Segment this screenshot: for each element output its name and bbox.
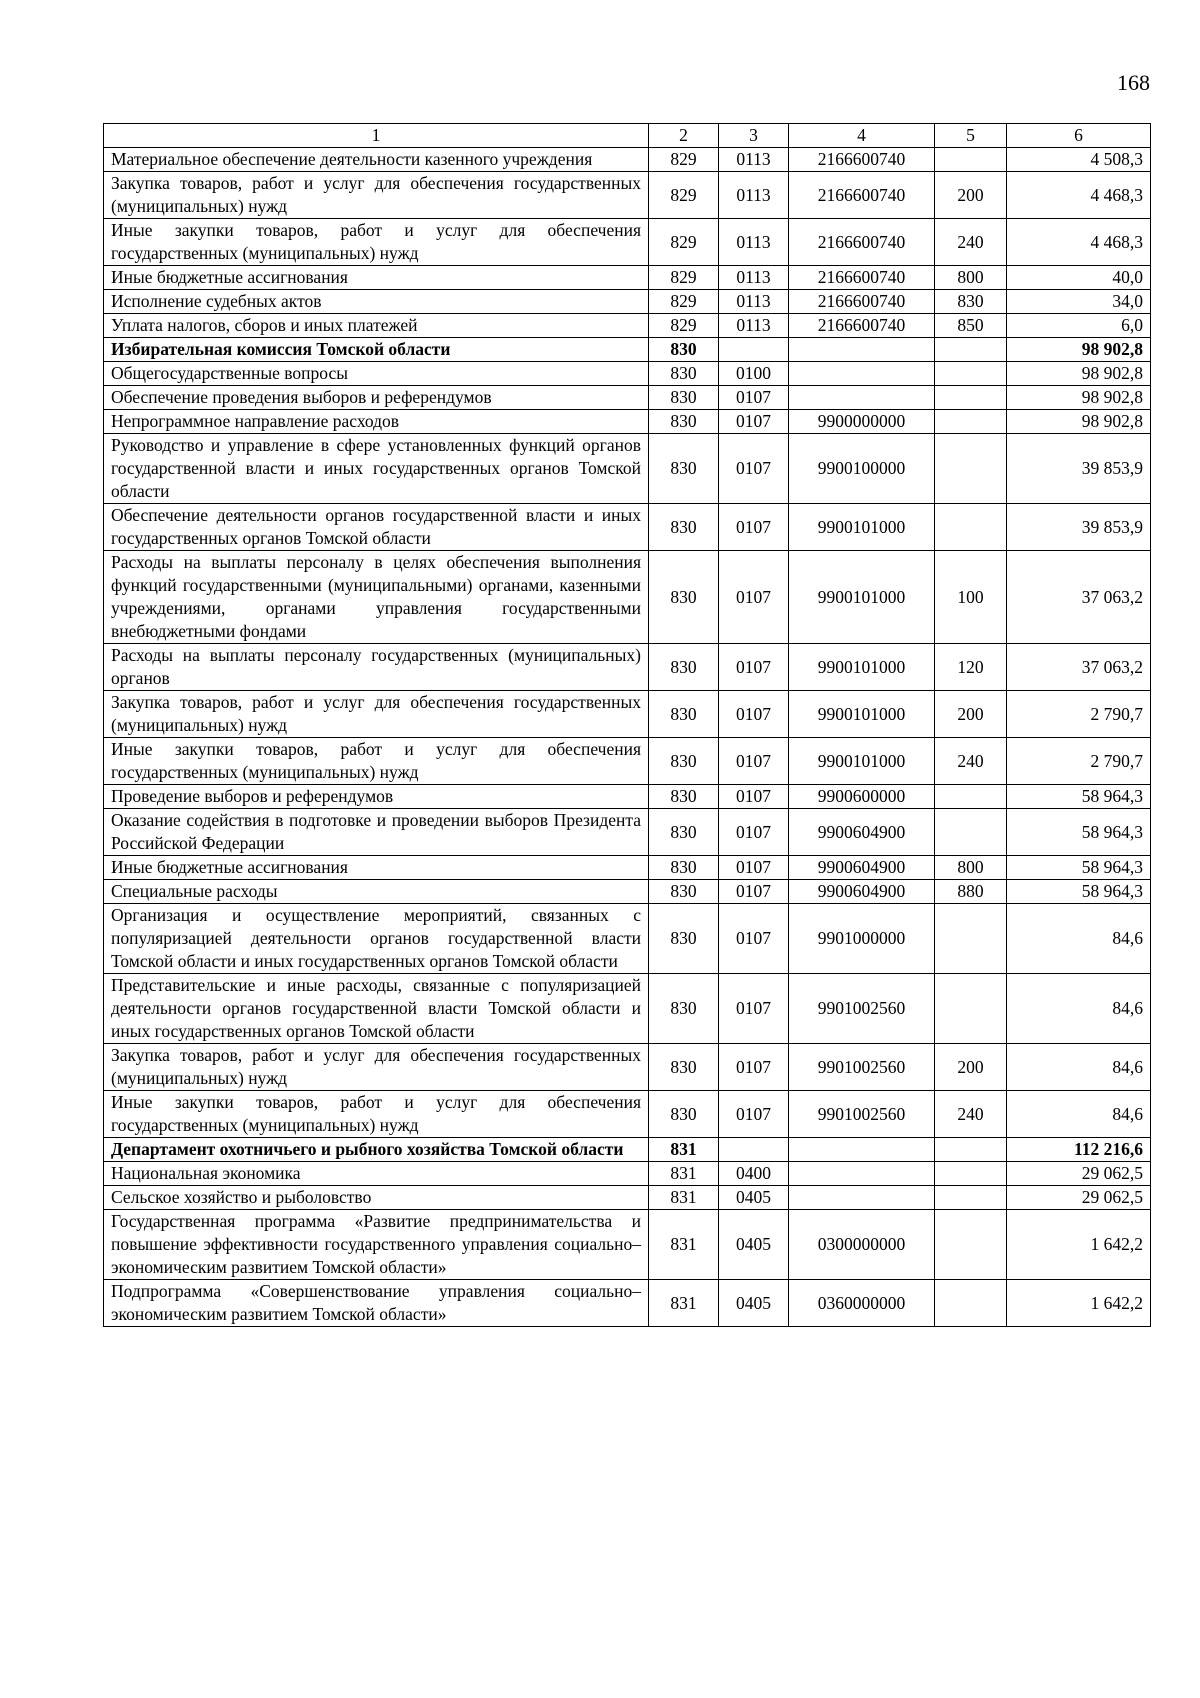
row-amount-cell: 98 902,8 <box>1007 410 1151 434</box>
row-target-article-cell: 9900000000 <box>789 410 935 434</box>
row-expense-type-cell: 850 <box>935 314 1007 338</box>
row-target-article-cell: 9900600000 <box>789 785 935 809</box>
table-row <box>104 148 1151 172</box>
row-section-code-cell: 0405 <box>719 1280 789 1327</box>
row-amount-cell: 98 902,8 <box>1007 362 1151 386</box>
row-name-cell: Сельское хозяйство и рыболовство <box>104 1186 649 1210</box>
row-expense-type-cell <box>935 1162 1007 1186</box>
row-name-cell: Оказание содействия в подготовке и проведении выборов Президента Российской Федерации <box>104 809 649 856</box>
table-row <box>104 434 1151 504</box>
row-amount-cell: 40,0 <box>1007 266 1151 290</box>
row-amount-cell: 29 062,5 <box>1007 1186 1151 1210</box>
row-expense-type-cell: 240 <box>935 738 1007 785</box>
row-name-cell: Закупка товаров, работ и услуг для обеспечения государственных (муниципальных) нужд <box>104 172 649 219</box>
row-amount-cell: 58 964,3 <box>1007 856 1151 880</box>
row-admin-code-cell: 829 <box>649 266 719 290</box>
row-section-code-cell: 0107 <box>719 974 789 1044</box>
row-name-cell: Государственная программа «Развитие предпринимательства и повышение эффективности государственного управления социально–экономическим развитием Томской области» <box>104 1210 649 1280</box>
header-cell-3: 3 <box>719 124 789 148</box>
row-expense-type-cell: 800 <box>935 856 1007 880</box>
table-row <box>104 410 1151 434</box>
row-admin-code-cell: 830 <box>649 1091 719 1138</box>
row-name-cell: Национальная экономика <box>104 1162 649 1186</box>
row-section-code-cell <box>719 338 789 362</box>
row-section-code-cell: 0405 <box>719 1210 789 1280</box>
row-name-cell: Обеспечение проведения выборов и референдумов <box>104 386 649 410</box>
row-amount-cell: 98 902,8 <box>1007 386 1151 410</box>
row-amount-cell: 6,0 <box>1007 314 1151 338</box>
budget-table-body <box>104 124 1151 1327</box>
row-admin-code-cell: 830 <box>649 856 719 880</box>
row-admin-code-cell: 830 <box>649 551 719 644</box>
table-row <box>104 362 1151 386</box>
row-amount-cell: 4 468,3 <box>1007 172 1151 219</box>
row-target-article-cell: 2166600740 <box>789 172 935 219</box>
row-amount-cell: 1 642,2 <box>1007 1280 1151 1327</box>
row-section-code-cell: 0113 <box>719 172 789 219</box>
row-expense-type-cell <box>935 785 1007 809</box>
table-row <box>104 386 1151 410</box>
row-target-article-cell: 0360000000 <box>789 1280 935 1327</box>
row-target-article-cell: 9900100000 <box>789 434 935 504</box>
row-name-cell: Иные бюджетные ассигнования <box>104 856 649 880</box>
row-section-code-cell: 0113 <box>719 290 789 314</box>
row-section-code-cell: 0113 <box>719 266 789 290</box>
row-admin-code-cell: 830 <box>649 504 719 551</box>
row-expense-type-cell <box>935 386 1007 410</box>
row-amount-cell: 58 964,3 <box>1007 809 1151 856</box>
row-name-cell: Специальные расходы <box>104 880 649 904</box>
row-admin-code-cell: 829 <box>649 314 719 338</box>
row-target-article-cell: 2166600740 <box>789 290 935 314</box>
row-name-cell: Представительские и иные расходы, связанные с популяризацией деятельности органов государственной власти Томской области и иных государственных органов Томской области <box>104 974 649 1044</box>
row-expense-type-cell <box>935 974 1007 1044</box>
row-admin-code-cell: 831 <box>649 1210 719 1280</box>
header-cell-2: 2 <box>649 124 719 148</box>
row-target-article-cell: 9900101000 <box>789 738 935 785</box>
row-amount-cell: 37 063,2 <box>1007 551 1151 644</box>
table-row <box>104 880 1151 904</box>
table-row <box>104 644 1151 691</box>
row-amount-cell: 4 508,3 <box>1007 148 1151 172</box>
row-name-cell: Подпрограмма «Совершенствование управления социально–экономическим развитием Томской области» <box>104 1280 649 1327</box>
row-amount-cell: 34,0 <box>1007 290 1151 314</box>
row-name-cell: Иные закупки товаров, работ и услуг для обеспечения государственных (муниципальных) нужд <box>104 738 649 785</box>
row-name-cell: Материальное обеспечение деятельности казенного учреждения <box>104 148 649 172</box>
row-section-code-cell: 0400 <box>719 1162 789 1186</box>
row-name-cell: Обеспечение деятельности органов государственной власти и иных государственных органов Томской области <box>104 504 649 551</box>
row-target-article-cell <box>789 1138 935 1162</box>
row-admin-code-cell: 830 <box>649 1044 719 1091</box>
row-admin-code-cell: 830 <box>649 434 719 504</box>
row-target-article-cell <box>789 338 935 362</box>
row-target-article-cell: 9900101000 <box>789 504 935 551</box>
row-expense-type-cell: 100 <box>935 551 1007 644</box>
row-admin-code-cell: 830 <box>649 362 719 386</box>
row-section-code-cell: 0107 <box>719 1044 789 1091</box>
row-amount-cell: 84,6 <box>1007 1044 1151 1091</box>
row-target-article-cell <box>789 1162 935 1186</box>
row-section-code-cell: 0107 <box>719 551 789 644</box>
row-section-code-cell: 0107 <box>719 738 789 785</box>
row-expense-type-cell: 880 <box>935 880 1007 904</box>
row-name-cell: Руководство и управление в сфере установленных функций органов государственной власти и иных государственных органов Томской области <box>104 434 649 504</box>
row-admin-code-cell: 830 <box>649 880 719 904</box>
row-amount-cell: 98 902,8 <box>1007 338 1151 362</box>
row-admin-code-cell: 830 <box>649 644 719 691</box>
row-section-code-cell: 0107 <box>719 691 789 738</box>
row-target-article-cell <box>789 1186 935 1210</box>
table-row <box>104 1162 1151 1186</box>
row-name-cell: Общегосударственные вопросы <box>104 362 649 386</box>
row-amount-cell: 58 964,3 <box>1007 785 1151 809</box>
table-row <box>104 1186 1151 1210</box>
row-section-code-cell: 0107 <box>719 785 789 809</box>
row-admin-code-cell: 829 <box>649 172 719 219</box>
row-admin-code-cell: 831 <box>649 1280 719 1327</box>
row-target-article-cell: 0300000000 <box>789 1210 935 1280</box>
row-name-cell: Иные закупки товаров, работ и услуг для обеспечения государственных (муниципальных) нужд <box>104 219 649 266</box>
row-amount-cell: 4 468,3 <box>1007 219 1151 266</box>
row-target-article-cell: 9901002560 <box>789 1091 935 1138</box>
row-amount-cell: 84,6 <box>1007 904 1151 974</box>
row-admin-code-cell: 831 <box>649 1138 719 1162</box>
row-expense-type-cell: 830 <box>935 290 1007 314</box>
table-row <box>104 1210 1151 1280</box>
table-row <box>104 504 1151 551</box>
row-name-cell: Организация и осуществление мероприятий, связанных с популяризацией деятельности органов государственной власти Томской области и иных государственных органов Томской области <box>104 904 649 974</box>
row-expense-type-cell: 800 <box>935 266 1007 290</box>
row-expense-type-cell <box>935 809 1007 856</box>
row-expense-type-cell <box>935 148 1007 172</box>
row-target-article-cell: 9900101000 <box>789 644 935 691</box>
row-target-article-cell: 9901002560 <box>789 1044 935 1091</box>
row-admin-code-cell: 830 <box>649 386 719 410</box>
row-expense-type-cell <box>935 434 1007 504</box>
table-row <box>104 172 1151 219</box>
row-amount-cell: 84,6 <box>1007 974 1151 1044</box>
page-number: 168 <box>1117 70 1150 95</box>
row-section-code-cell: 0107 <box>719 644 789 691</box>
table-row <box>104 785 1151 809</box>
row-section-code-cell: 0113 <box>719 314 789 338</box>
table-row <box>104 219 1151 266</box>
row-section-code-cell: 0107 <box>719 504 789 551</box>
row-name-cell: Уплата налогов, сборов и иных платежей <box>104 314 649 338</box>
row-expense-type-cell <box>935 1186 1007 1210</box>
row-amount-cell: 39 853,9 <box>1007 434 1151 504</box>
row-name-cell: Проведение выборов и референдумов <box>104 785 649 809</box>
table-row <box>104 1091 1151 1138</box>
row-admin-code-cell: 829 <box>649 290 719 314</box>
row-expense-type-cell: 240 <box>935 1091 1007 1138</box>
table-row <box>104 974 1151 1044</box>
row-amount-cell: 37 063,2 <box>1007 644 1151 691</box>
row-expense-type-cell: 240 <box>935 219 1007 266</box>
row-section-code-cell: 0107 <box>719 410 789 434</box>
header-cell-6: 6 <box>1007 124 1151 148</box>
table-row <box>104 809 1151 856</box>
row-expense-type-cell <box>935 1138 1007 1162</box>
row-name-cell: Закупка товаров, работ и услуг для обеспечения государственных (муниципальных) нужд <box>104 1044 649 1091</box>
row-amount-cell: 2 790,7 <box>1007 738 1151 785</box>
row-amount-cell: 84,6 <box>1007 1091 1151 1138</box>
row-section-code-cell: 0113 <box>719 148 789 172</box>
row-admin-code-cell: 831 <box>649 1162 719 1186</box>
row-name-cell: Расходы на выплаты персоналу государственных (муниципальных) органов <box>104 644 649 691</box>
row-admin-code-cell: 831 <box>649 1186 719 1210</box>
row-amount-cell: 29 062,5 <box>1007 1162 1151 1186</box>
table-row <box>104 904 1151 974</box>
row-name-cell: Иные бюджетные ассигнования <box>104 266 649 290</box>
row-section-code-cell: 0107 <box>719 386 789 410</box>
row-section-code-cell: 0107 <box>719 880 789 904</box>
row-name-cell: Исполнение судебных актов <box>104 290 649 314</box>
row-section-code-cell: 0107 <box>719 904 789 974</box>
header-cell-1: 1 <box>104 124 649 148</box>
row-target-article-cell: 9900604900 <box>789 856 935 880</box>
row-admin-code-cell: 830 <box>649 974 719 1044</box>
row-target-article-cell: 9901000000 <box>789 904 935 974</box>
row-target-article-cell: 2166600740 <box>789 314 935 338</box>
row-target-article-cell: 9900101000 <box>789 551 935 644</box>
row-name-cell: Непрограммное направление расходов <box>104 410 649 434</box>
row-admin-code-cell: 830 <box>649 691 719 738</box>
row-expense-type-cell: 120 <box>935 644 1007 691</box>
row-section-code-cell: 0107 <box>719 434 789 504</box>
row-admin-code-cell: 830 <box>649 904 719 974</box>
row-target-article-cell: 9900604900 <box>789 809 935 856</box>
row-target-article-cell <box>789 362 935 386</box>
row-expense-type-cell: 200 <box>935 1044 1007 1091</box>
row-target-article-cell: 2166600740 <box>789 266 935 290</box>
row-name-cell: Расходы на выплаты персоналу в целях обеспечения выполнения функций государственными (муниципальными) органами, казенными учреждениями, органами управления государственными внебюджетными фондами <box>104 551 649 644</box>
table-header-row <box>104 124 1151 148</box>
row-admin-code-cell: 830 <box>649 809 719 856</box>
row-expense-type-cell <box>935 1210 1007 1280</box>
row-section-code-cell: 0107 <box>719 1091 789 1138</box>
table-row <box>104 1138 1151 1162</box>
table-row <box>104 738 1151 785</box>
row-expense-type-cell: 200 <box>935 172 1007 219</box>
table-row <box>104 1280 1151 1327</box>
row-section-code-cell: 0405 <box>719 1186 789 1210</box>
row-amount-cell: 112 216,6 <box>1007 1138 1151 1162</box>
row-admin-code-cell: 830 <box>649 738 719 785</box>
row-admin-code-cell: 830 <box>649 785 719 809</box>
row-expense-type-cell: 200 <box>935 691 1007 738</box>
row-target-article-cell: 9900604900 <box>789 880 935 904</box>
row-name-cell: Закупка товаров, работ и услуг для обеспечения государственных (муниципальных) нужд <box>104 691 649 738</box>
row-amount-cell: 2 790,7 <box>1007 691 1151 738</box>
row-expense-type-cell <box>935 362 1007 386</box>
row-expense-type-cell <box>935 1280 1007 1327</box>
table-row <box>104 266 1151 290</box>
row-name-cell: Избирательная комиссия Томской области <box>104 338 649 362</box>
table-row <box>104 691 1151 738</box>
table-row <box>104 551 1151 644</box>
row-expense-type-cell <box>935 504 1007 551</box>
row-amount-cell: 1 642,2 <box>1007 1210 1151 1280</box>
row-admin-code-cell: 830 <box>649 338 719 362</box>
row-name-cell: Департамент охотничьего и рыбного хозяйства Томской области <box>104 1138 649 1162</box>
row-target-article-cell: 2166600740 <box>789 148 935 172</box>
row-expense-type-cell <box>935 904 1007 974</box>
row-target-article-cell: 2166600740 <box>789 219 935 266</box>
row-section-code-cell <box>719 1138 789 1162</box>
table-row <box>104 856 1151 880</box>
row-expense-type-cell <box>935 410 1007 434</box>
row-section-code-cell: 0100 <box>719 362 789 386</box>
row-name-cell: Иные закупки товаров, работ и услуг для обеспечения государственных (муниципальных) нужд <box>104 1091 649 1138</box>
row-target-article-cell <box>789 386 935 410</box>
header-cell-4: 4 <box>789 124 935 148</box>
row-admin-code-cell: 829 <box>649 148 719 172</box>
row-amount-cell: 58 964,3 <box>1007 880 1151 904</box>
table-row <box>104 290 1151 314</box>
row-admin-code-cell: 830 <box>649 410 719 434</box>
table-row <box>104 1044 1151 1091</box>
row-amount-cell: 39 853,9 <box>1007 504 1151 551</box>
table-row <box>104 314 1151 338</box>
budget-table <box>103 123 1151 1327</box>
table-row <box>104 338 1151 362</box>
row-admin-code-cell: 829 <box>649 219 719 266</box>
row-section-code-cell: 0107 <box>719 856 789 880</box>
header-cell-5: 5 <box>935 124 1007 148</box>
row-section-code-cell: 0107 <box>719 809 789 856</box>
row-target-article-cell: 9900101000 <box>789 691 935 738</box>
row-target-article-cell: 9901002560 <box>789 974 935 1044</box>
row-expense-type-cell <box>935 338 1007 362</box>
row-section-code-cell: 0113 <box>719 219 789 266</box>
